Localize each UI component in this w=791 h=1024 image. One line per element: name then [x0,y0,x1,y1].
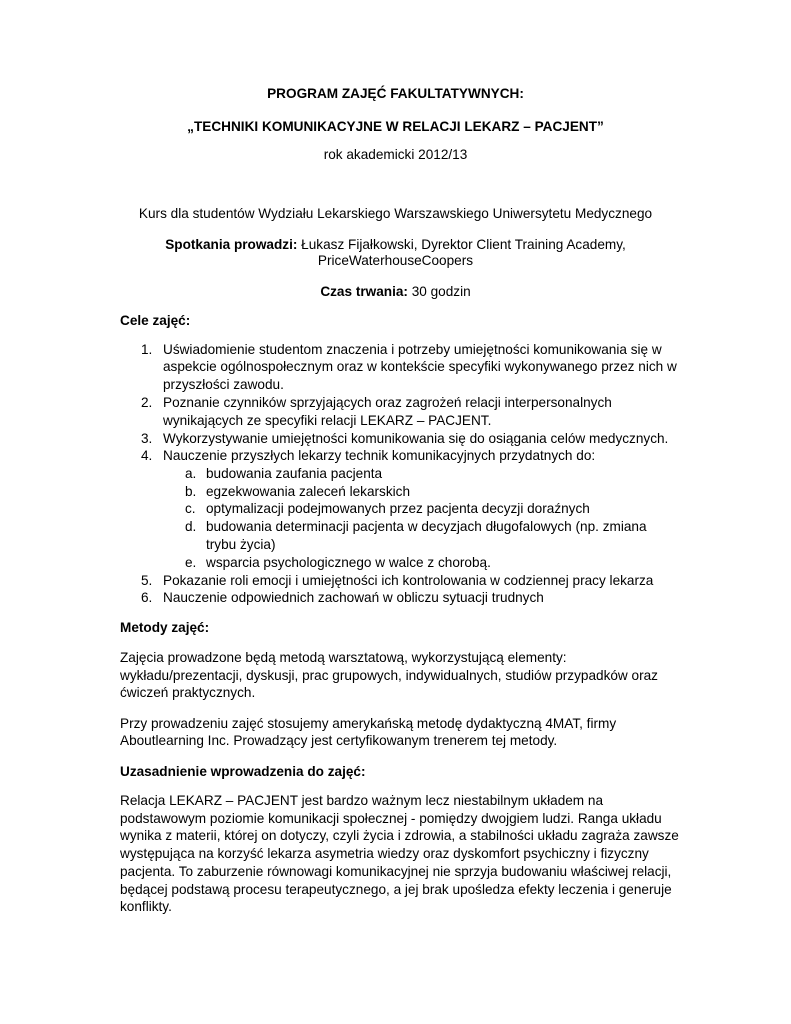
title-line-1: PROGRAM ZAJĘĆ FAKULTATYWNYCH: [267,86,524,101]
subgoal-line: budowania determinacji pacjenta w decyzjach długofalowych (np. zmiana [206,519,647,534]
instructor-line-2: PriceWaterhouseCoopers [317,253,474,268]
goal-number: 3. [141,431,153,446]
subgoal-line: trybu życia) [206,537,276,552]
goal-item-line: Poznanie czynników sprzyjających oraz zagrożeń relacji interpersonalnych [163,395,612,410]
goal-number: 1. [141,342,153,357]
subgoal-letter: c. [185,501,196,516]
subgoal-line: budowania zaufania pacjenta [206,466,383,481]
goals-heading: Cele zajęć: [120,313,191,328]
methods-paragraph-line: Aboutlearning Inc. Prowadzący jest certyfikowanym trenerem tej metody. [120,733,558,748]
course-audience: Kurs dla studentów Wydziału Lekarskiego Warszawskiego Uniwersytetu Medycznego [138,206,653,221]
subgoal-letter: b. [185,484,197,499]
goal-number: 4. [141,448,153,463]
methods-paragraph-line: wykładu/prezentacji, dyskusji, prac grupowych, indywidualnych, studiów przypadków oraz [120,668,658,683]
rationale-paragraph-line: wynika z materii, której on dotyczy, czyli życia i zdrowia, a stabilności układu zagraża zawsze [120,828,679,843]
rationale-paragraph-line: będącej podstawą procesu terapeutycznego, a jej brak upośledza efekty leczenia i generuje [120,882,672,897]
subgoal-line: wsparcia psychologicznego w walce z chorobą. [206,555,491,570]
methods-paragraph-line: ćwiczeń praktycznych. [120,685,256,700]
subgoal-line: egzekwowania zaleceń lekarskich [206,484,411,499]
goal-item-line: Pokazanie roli emocji i umiejętności ich kontrolowania w codziennej pracy lekarza [163,573,654,588]
rationale-paragraph-line: Relacja LEKARZ – PACJENT jest bardzo ważnym lecz niestabilnym układem na [120,793,604,808]
methods-paragraph-line: Zajęcia prowadzone będą metodą warsztatową, wykorzystującą elementy: [120,650,567,665]
instructor-line-1 [0,237,791,252]
goal-item-line: Nauczenie przyszłych lekarzy technik komunikacyjnych przydatnych do: [163,448,596,463]
goal-item-line: aspekcie ogólnospołecznym oraz w kontekście specyfiki wykonywanego przez nich w [163,359,677,374]
goal-number: 6. [141,590,153,605]
goal-number: 5. [141,573,153,588]
goal-item-line: przyszłości zawodu. [163,377,284,392]
rationale-heading: Uzasadnienie wprowadzenia do zajęć: [120,764,366,779]
rationale-paragraph-line: pacjenta. To zaburzenie równowagi komunikacyjnej nie sprzyja budowaniu właściwej relacji, [120,864,672,879]
duration-label: Czas trwania: [320,284,408,299]
rationale-paragraph-line: konflikty. [120,899,172,914]
subgoal-letter: e. [185,555,197,570]
goal-item-line: wynikających ze specyfiki relacji LEKARZ – PACJENT. [163,413,492,428]
duration [0,284,791,299]
title-line-2: „TECHNIKI KOMUNIKACYJNE W RELACJI LEKARZ – PACJENT” [187,119,604,134]
methods-heading: Metody zajęć: [120,620,210,635]
duration-value: 30 godzin [407,284,471,299]
rationale-paragraph-line: podstawowym poziomie komunikacji społecznej - pomiędzy dwojgiem ludzi. Ranga układu [120,811,662,826]
rationale-paragraph-line: występująca na korzyść lekarza asymetria wiedzy oraz dyskomfort psychiczny i fizyczny [120,846,649,861]
goal-item-line: Uświadomienie studentom znaczenia i potrzeby umiejętności komunikowania się w [163,342,662,357]
academic-year: rok akademicki 2012/13 [323,147,468,162]
goal-number: 2. [141,395,153,410]
goal-item-line: Nauczenie odpowiednich zachowań w obliczu sytuacji trudnych [163,590,544,605]
instructor-label: Spotkania prowadzi: [165,237,298,252]
subgoal-line: optymalizacji podejmowanych przez pacjenta decyzji doraźnych [206,501,590,516]
instructor-value: Łukasz Fijałkowski, Dyrektor Client Training Academy, [297,237,626,252]
subgoal-letter: d. [185,519,197,534]
methods-paragraph-line: Przy prowadzeniu zajęć stosujemy amerykańską metodę dydaktyczną 4MAT, firmy [120,716,617,731]
subgoal-letter: a. [185,466,197,481]
goal-item-line: Wykorzystywanie umiejętności komunikowania się do osiągania celów medycznych. [163,431,669,446]
